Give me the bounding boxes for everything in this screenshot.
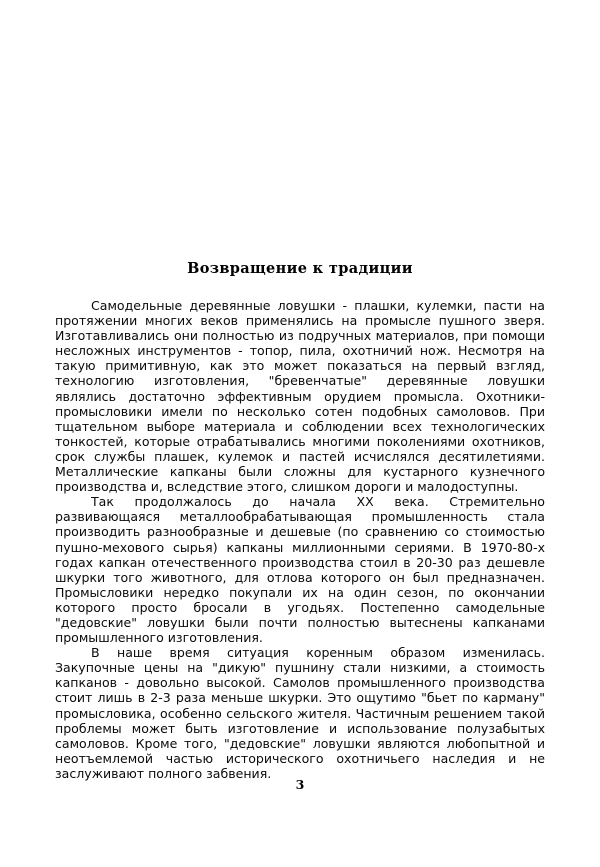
document-body (55, 298, 545, 781)
paragraph: В наше время ситуация коренным образом изменилась. Закупочные цены на "дикую" пушнину стали низкими, а стоимость капканов - довольно высокой. Самолов промышленного производства стоит лишь в 2-3 раза меньше шкурки. Это ощутимо "бьет по карману" промысловика, особенно сельского жителя. Частичным решением такой проблемы может быть изготовление и использование полузабытых самоловов. Кроме того, "дедовские" ловушки являются любопытной и неотъемлемой частью исторического охотничьего наследия и не заслуживают полного забвения. (55, 645, 545, 781)
page-title: Возвращение к традиции (187, 259, 413, 277)
paragraph: Так продолжалось до начала XX века. Стремительно развивающаяся металлообрабатывающая промышленность стала производить разнообразные и дешевые (по сравнению со стоимостью пушно-мехового сырья) капканы миллионными сериями. В 1970-80-х годах капкан отечественного производства стоил в 20-30 раз дешевле шкурки того животного, для отлова которого он был предназначен. Промысловики нередко покупали их на один сезон, по окончании которого просто бросали в угодьях. Постепенно самодельные "дедовские" ловушки были почти полностью вытеснены капканами промышленного изготовления. (55, 494, 545, 646)
paragraph: Самодельные деревянные ловушки - плашки, кулемки, пасти на протяжении многих веков применялись на промысле пушного зверя. Изготавливались они полностью из подручных материалов, при помощи несложных инструментов - топор, пила, охотничий нож. Несмотря на такую примитивную, как это может показаться на первый взгляд, технологию изготовления, "бревенчатые" деревянные ловушки являлись достаточно эффективным орудием промысла. Охотники-промысловики имели по несколько сотен подобных самоловов. При тщательном выборе материала и соблюдении всех технологических тонкостей, которые отрабатывались многими поколениями охотников, срок службы плашек, кулемок и пастей исчислялся десятилетиями. Металлические капканы были сложны для кустарного кузнечного производства и, вследствие этого, слишком дороги и малодоступны. (55, 298, 545, 495)
page-number: 3 (295, 777, 305, 792)
